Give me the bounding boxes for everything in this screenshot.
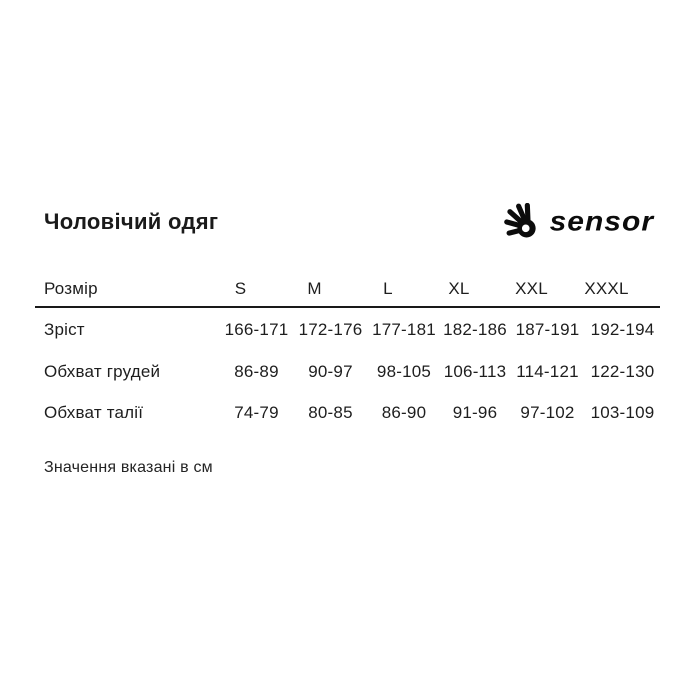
size-value: 74-79 xyxy=(234,403,279,422)
size-value: 106-113 xyxy=(443,362,507,381)
column-header-s: S xyxy=(234,279,247,298)
size-value: 86-90 xyxy=(381,403,427,422)
size-value: 114-121 xyxy=(516,362,579,381)
size-value: 122-130 xyxy=(590,362,655,381)
size-value: 90-97 xyxy=(308,362,353,381)
size-table xyxy=(35,272,660,434)
size-value: 80-85 xyxy=(308,403,353,422)
brand-wordmark: sensor xyxy=(549,206,654,237)
size-value: 97-102 xyxy=(520,403,575,422)
column-header-xl: XL xyxy=(448,279,470,298)
table-row-chest xyxy=(35,352,660,392)
size-value: 182-186 xyxy=(443,320,507,339)
brand-logo xyxy=(502,203,654,241)
row-label-height: Зріст xyxy=(44,320,85,339)
table-row-height xyxy=(35,308,660,352)
column-header-xxl: XXL xyxy=(515,279,548,298)
units-note: Значення вказані в см xyxy=(44,459,213,476)
size-value: 103-109 xyxy=(590,403,655,422)
size-value: 187-191 xyxy=(515,320,580,339)
page-title: Чоловічий одяг xyxy=(44,209,219,234)
size-value: 192-194 xyxy=(590,320,655,339)
size-value: 98-105 xyxy=(376,362,432,381)
column-header-size: Розмір xyxy=(44,279,98,298)
column-header-xxxl: XXXL xyxy=(584,279,629,298)
column-header-m: M xyxy=(307,279,322,298)
table-row-waist xyxy=(35,392,660,434)
size-value: 91-96 xyxy=(452,403,498,422)
size-value: 86-89 xyxy=(234,362,279,381)
column-header-l: L xyxy=(383,279,393,298)
glove-icon xyxy=(502,203,540,241)
row-label-chest: Обхват грудей xyxy=(44,362,161,381)
size-value: 172-176 xyxy=(298,320,363,339)
size-value: 177-181 xyxy=(372,320,436,339)
header xyxy=(44,200,654,244)
size-value: 166-171 xyxy=(224,320,289,339)
row-label-waist: Обхват талії xyxy=(44,403,144,422)
table-header-row xyxy=(35,272,660,308)
